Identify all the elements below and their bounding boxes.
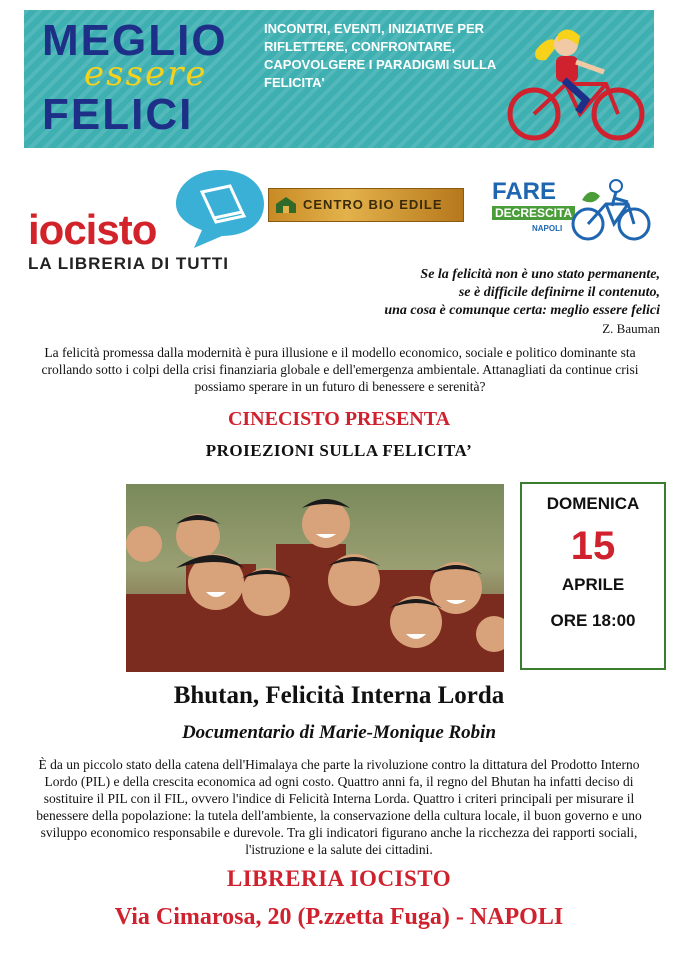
quote-line: Se la felicità non è uno stato permanente, (420, 267, 660, 282)
bhutan-children-photo (126, 484, 504, 672)
event-date-box (520, 482, 666, 670)
bicycle-icon (568, 176, 654, 244)
quote-line: una cosa è comunque certa: meglio essere felici (384, 303, 660, 318)
centro-bio-edile-text: CENTRO BIO EDILE (303, 197, 443, 212)
napoli-text: NAPOLI (532, 224, 563, 233)
film-description: È da un piccolo stato della catena dell'Himalaya che parte la rivoluzione contro la dittatura del Prodotto Interno Lordo (PIL) e della crescita economica ad ogni costo. Quattro anni fa, il regno del Bhutan ha infatti deciso di sostituire il PIL con il FIL, ovvero l'indice di Felicità Interna Lorda. Quattro i criteri principali per misurare il benessere della popolazione: la tutela dell'ambiente, la conservazione della cultura locale, il buon governo e uno sviluppo economico responsabile e durevole. Tra gli indicatori figurano anche la ricchezza dei rapporti sociali, l'istruzione e la salute dei cittadini. (36, 757, 642, 857)
event-day: 15 (570, 524, 616, 568)
fare-decrescita-logo (486, 172, 656, 248)
bauman-quote (240, 266, 660, 338)
film-title: Bhutan, Felicità Interna Lorda (173, 682, 505, 709)
house-icon (275, 196, 297, 214)
banner-title-felici: FELICI (42, 90, 194, 139)
cyclist-girl-illustration (506, 14, 646, 146)
event-day-of-week: DOMENICA (546, 494, 640, 513)
banner-title-meglio: MEGLIO (42, 16, 228, 65)
centro-bio-edile-logo (268, 188, 464, 222)
event-month: APRILE (561, 575, 625, 594)
venue-address: Via Cimarosa, 20 (P.zzetta Fuga) - NAPOLI (114, 904, 564, 930)
film-subtitle: Documentario di Marie-Monique Robin (181, 722, 497, 743)
iocisto-logo-word: iocisto (28, 206, 157, 253)
event-time: ORE 18:00 (550, 611, 636, 630)
quote-author: Z. Bauman (602, 321, 660, 336)
decrescita-text: DECRESCITA (492, 206, 575, 220)
fare-text: FARE (492, 178, 557, 205)
banner-title-essere: essere (84, 54, 208, 94)
intro-paragraph: La felicità promessa dalla modernità è pura illusione e il modello economico, sociale e politico dominante sta crollando sotto i colpi della crisi finanziaria globale e dell'emergenza ambientale. Attanagliati da continue crisi possiamo sperare in un futuro di benessere e serenità? (41, 345, 639, 394)
book-bubble-icon (172, 166, 268, 250)
quote-line: se è difficile definirne il contenuto, (458, 285, 660, 300)
proiezioni-heading: PROIEZIONI SULLA FELICITA’ (205, 441, 473, 460)
header-banner (24, 10, 654, 148)
venue-name: LIBRERIA IOCISTO (226, 866, 452, 891)
banner-tagline: INCONTRI, EVENTI, INIZIATIVE PER RIFLETTERE, CONFRONTARE, CAPOVOLGERE I PARADIGMI SULLA FELICITA' (264, 21, 496, 90)
iocisto-logo-subtitle: LA LIBRERIA DI TUTTI (28, 254, 229, 273)
cinecisto-presenta-heading: CINECISTO PRESENTA (227, 408, 451, 430)
